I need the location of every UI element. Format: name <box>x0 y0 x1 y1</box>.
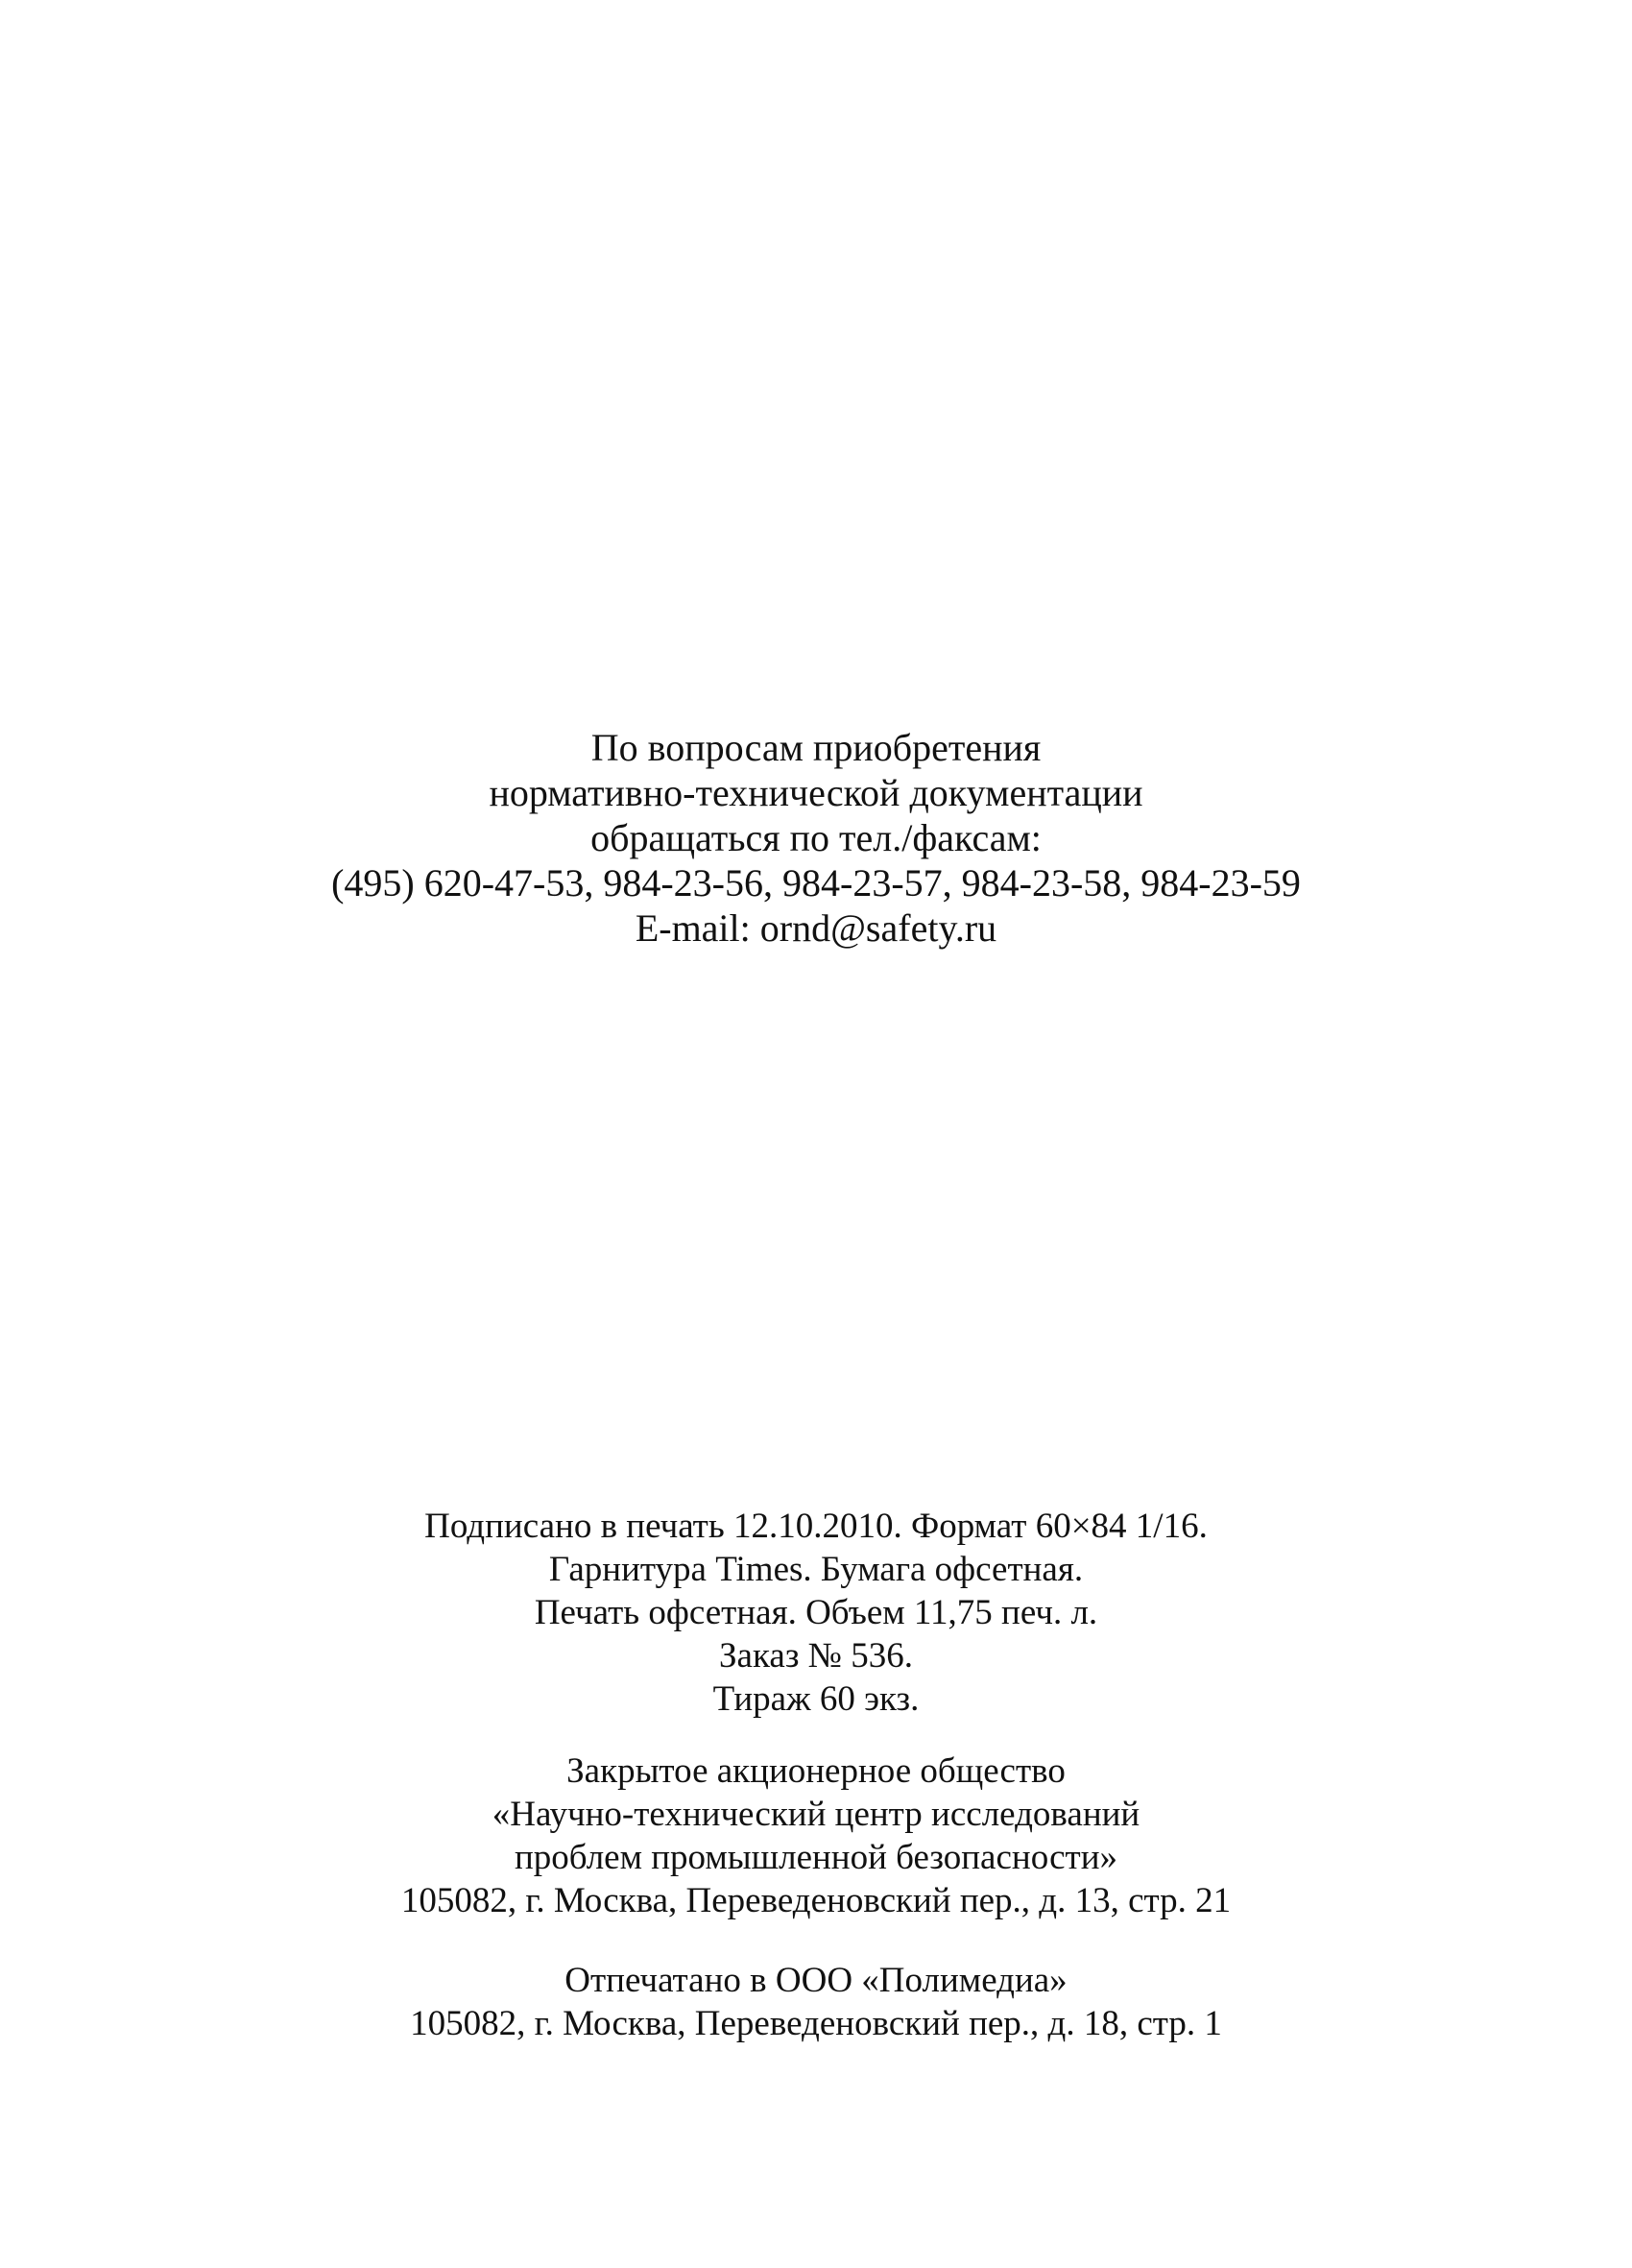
contacts-phones: (495) 620-47-53, 984-23-56, 984-23-57, 984-23-58, 984-23-59 <box>331 861 1301 905</box>
printer-block <box>0 1959 1632 2045</box>
imprint-order: Заказ № 536. <box>719 1636 913 1676</box>
publisher-line-1: Закрытое акционерное общество <box>566 1751 1066 1791</box>
imprint-run: Тираж 60 экз. <box>712 1679 920 1719</box>
imprint-typeface: Гарнитура Times. Бумага офсетная. <box>548 1550 1084 1589</box>
contacts-line-2: нормативно-технической документации <box>489 771 1143 814</box>
contacts-line-1: По вопросам приобретения <box>590 726 1042 769</box>
printer-line-1: Отпечатано в ООО «Полимедиа» <box>564 1961 1068 2000</box>
contacts-email: E-mail: ornd@safety.ru <box>635 906 997 950</box>
printer-address: 105082, г. Москва, Переведеновский пер., д. 18, стр. 1 <box>410 2004 1222 2043</box>
contacts-line-3: обращаться по тел./факсам: <box>590 816 1042 859</box>
imprint-block <box>0 1505 1632 1721</box>
publisher-line-2: «Научно-технический центр исследований <box>492 1795 1140 1834</box>
contacts-block <box>0 725 1632 951</box>
publisher-address: 105082, г. Москва, Переведеновский пер., д. 13, стр. 21 <box>400 1881 1232 1920</box>
publisher-line-3: проблем промышленной безопасности» <box>514 1838 1118 1877</box>
imprint-print: Печать офсетная. Объем 11,75 печ. л. <box>534 1593 1098 1632</box>
publisher-block <box>0 1749 1632 1922</box>
imprint-signed: Подписано в печать 12.10.2010. Формат 60×84 1/16. <box>424 1507 1208 1546</box>
